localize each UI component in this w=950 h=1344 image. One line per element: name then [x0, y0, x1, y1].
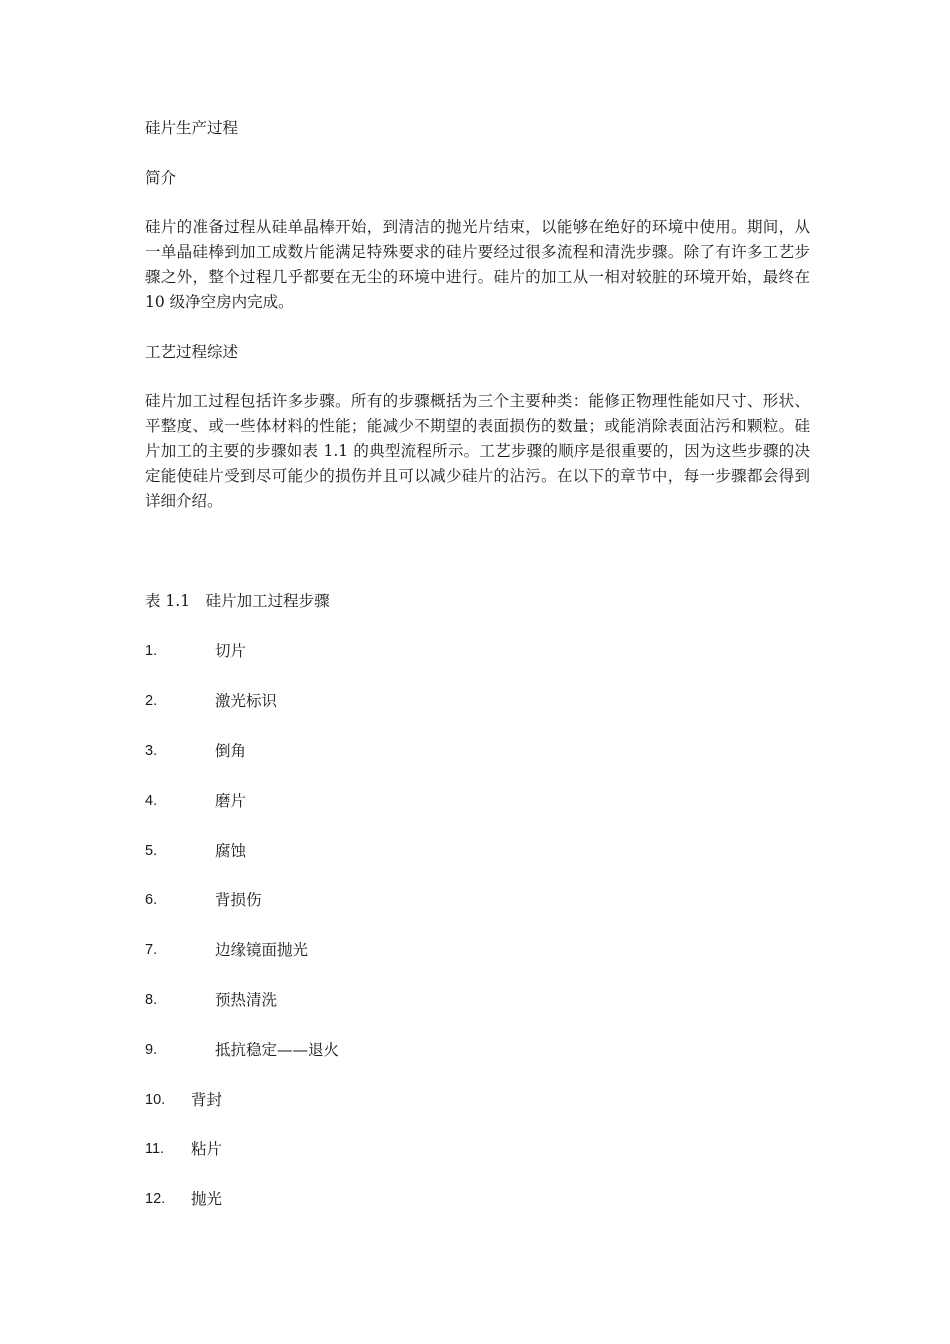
step-number: 2.: [145, 693, 158, 709]
step-number: 4.: [145, 793, 158, 809]
step-label: 倒角: [215, 742, 247, 760]
step-number: 11.: [145, 1141, 165, 1157]
step-number: 1.: [145, 643, 158, 659]
step-label: 抛光: [191, 1190, 223, 1208]
step-number: 7.: [145, 942, 158, 958]
step-label: 背封: [191, 1091, 223, 1109]
step-number: 6.: [145, 892, 158, 908]
step-label: 磨片: [215, 792, 247, 810]
step-number: 10.: [145, 1092, 166, 1108]
step-label: 切片: [215, 642, 247, 660]
step-label: 边缘镜面抛光: [215, 941, 309, 959]
step-number: 5.: [145, 843, 158, 859]
step-label: 背损伤: [215, 891, 262, 909]
document-title: 硅片生产过程: [145, 119, 239, 137]
step-label: 激光标识: [215, 692, 278, 710]
step-number: 9.: [145, 1042, 158, 1058]
step-label: 粘片: [191, 1140, 223, 1158]
step-number: 12.: [145, 1191, 166, 1207]
step-number: 8.: [145, 992, 158, 1008]
step-label: 预热清洗: [215, 991, 278, 1009]
section-heading-intro: 简介: [145, 169, 177, 187]
paragraph-intro: 硅片的准备过程从硅单晶棒开始，到清洁的抛光片结束，以能够在绝好的环境中使用。期间，从一单晶硅棒到加工成数片能满足特殊要求的硅片要经过很多流程和清洗步骤。除了有许多工艺步骤之外，整个过程几乎都要在无尘的环境中进行。硅片的加工从一相对较脏的环境开始，最终在 10 级净空房内完成。: [145, 218, 810, 311]
table-caption: 表 1.1 硅片加工过程步骤: [145, 592, 330, 610]
step-label: 腐蚀: [215, 842, 247, 860]
section-heading-overview: 工艺过程综述: [145, 343, 239, 361]
step-label: 抵抗稳定——退火: [215, 1041, 340, 1059]
paragraph-overview: 硅片加工过程包括许多步骤。所有的步骤概括为三个主要种类：能修正物理性能如尺寸、形状、平整度、或一些体材料的性能；能减少不期望的表面损伤的数量；或能消除表面沾污和颗粒。硅片加工的主要的步骤如表 1.1 的典型流程所示。工艺步骤的顺序是很重要的，因为这些步骤的决定能使硅片受到尽可能少的损伤并且可以减少硅片的沾污。在以下的章节中，每一步骤都会得到详细介绍。: [145, 392, 810, 510]
step-number: 3.: [145, 743, 158, 759]
